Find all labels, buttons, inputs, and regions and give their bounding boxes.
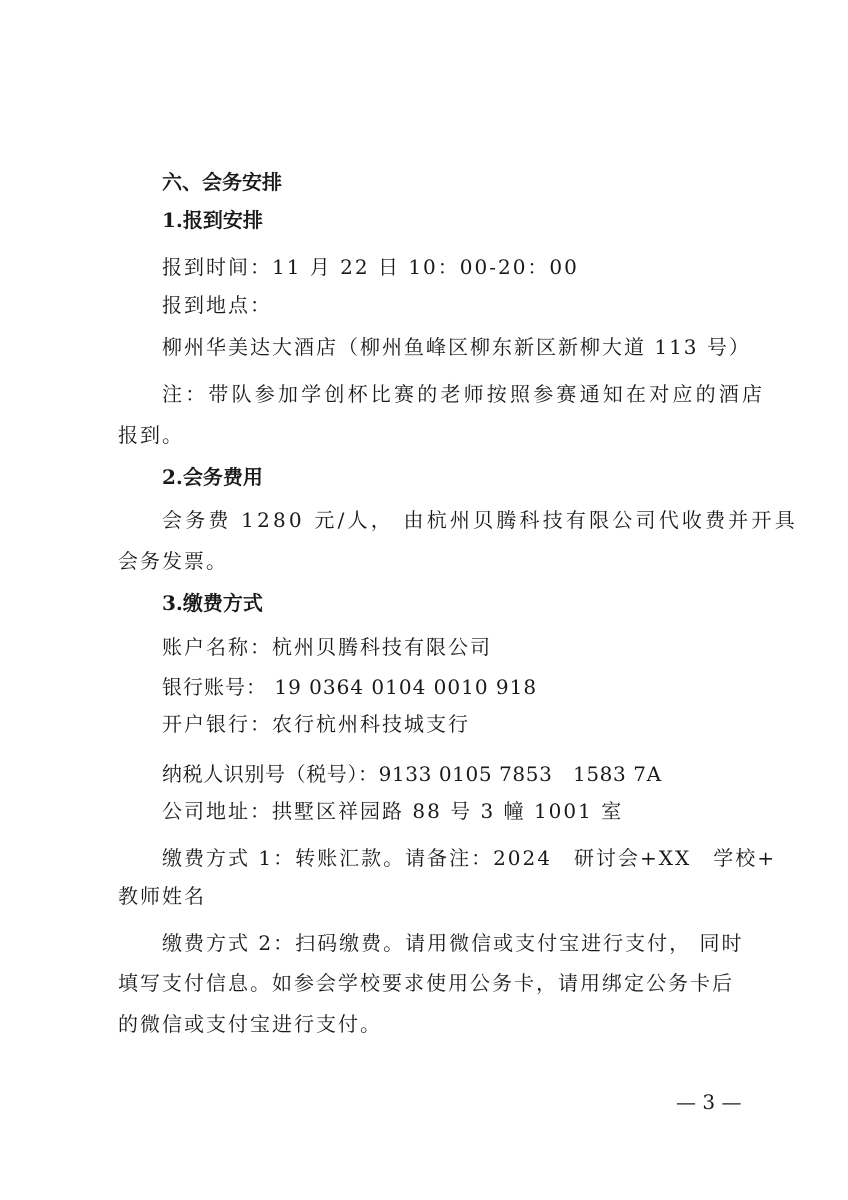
- payment-bank-account: 银行账号： 19 0364 0104 0010 918: [162, 675, 538, 699]
- registration-note-line1: 注：带队参加学创杯比赛的老师按照参赛通知在对应的酒店: [162, 382, 766, 406]
- payment-account-name: 账户名称：杭州贝腾科技有限公司: [162, 635, 492, 659]
- payment-method2-line2: 填写支付信息。如参会学校要求使用公务卡，请用绑定公务卡后: [118, 971, 734, 995]
- registration-note-line2: 报到。: [118, 423, 184, 447]
- payment-method1-line1: 缴费方式 1：转账汇款。请备注：2024 研讨会+XX 学校+: [162, 846, 776, 870]
- registration-heading: 1.报到安排: [162, 208, 263, 232]
- payment-bank: 开户银行：农行杭州科技城支行: [162, 712, 470, 736]
- fee-heading: 2.会务费用: [162, 465, 263, 489]
- registration-location: 柳州华美达大酒店（柳州鱼峰区柳东新区新柳大道 113 号）: [162, 335, 751, 359]
- page-number: — 3 —: [676, 1090, 742, 1114]
- fee-line1: 会务费 1280 元/人， 由杭州贝腾科技有限公司代收费并开具: [162, 508, 798, 532]
- registration-location-label: 报到地点：: [162, 293, 272, 317]
- payment-tax-id: 纳税人识别号（税号）：9133 0105 7853 1583 7A: [162, 762, 662, 786]
- registration-time: 报到时间：11 月 22 日 10：00-20：00: [162, 255, 579, 279]
- payment-method1-line2: 教师姓名: [118, 884, 206, 908]
- payment-address: 公司地址：拱墅区祥园路 88 号 3 幢 1001 室: [162, 799, 624, 823]
- payment-method2-line1: 缴费方式 2：扫码缴费。请用微信或支付宝进行支付， 同时: [162, 931, 744, 955]
- fee-line2: 会务发票。: [118, 549, 228, 573]
- section-heading: 六、会务安排: [162, 170, 282, 194]
- payment-heading: 3.缴费方式: [162, 591, 263, 615]
- payment-method2-line3: 的微信或支付宝进行支付。: [118, 1012, 382, 1036]
